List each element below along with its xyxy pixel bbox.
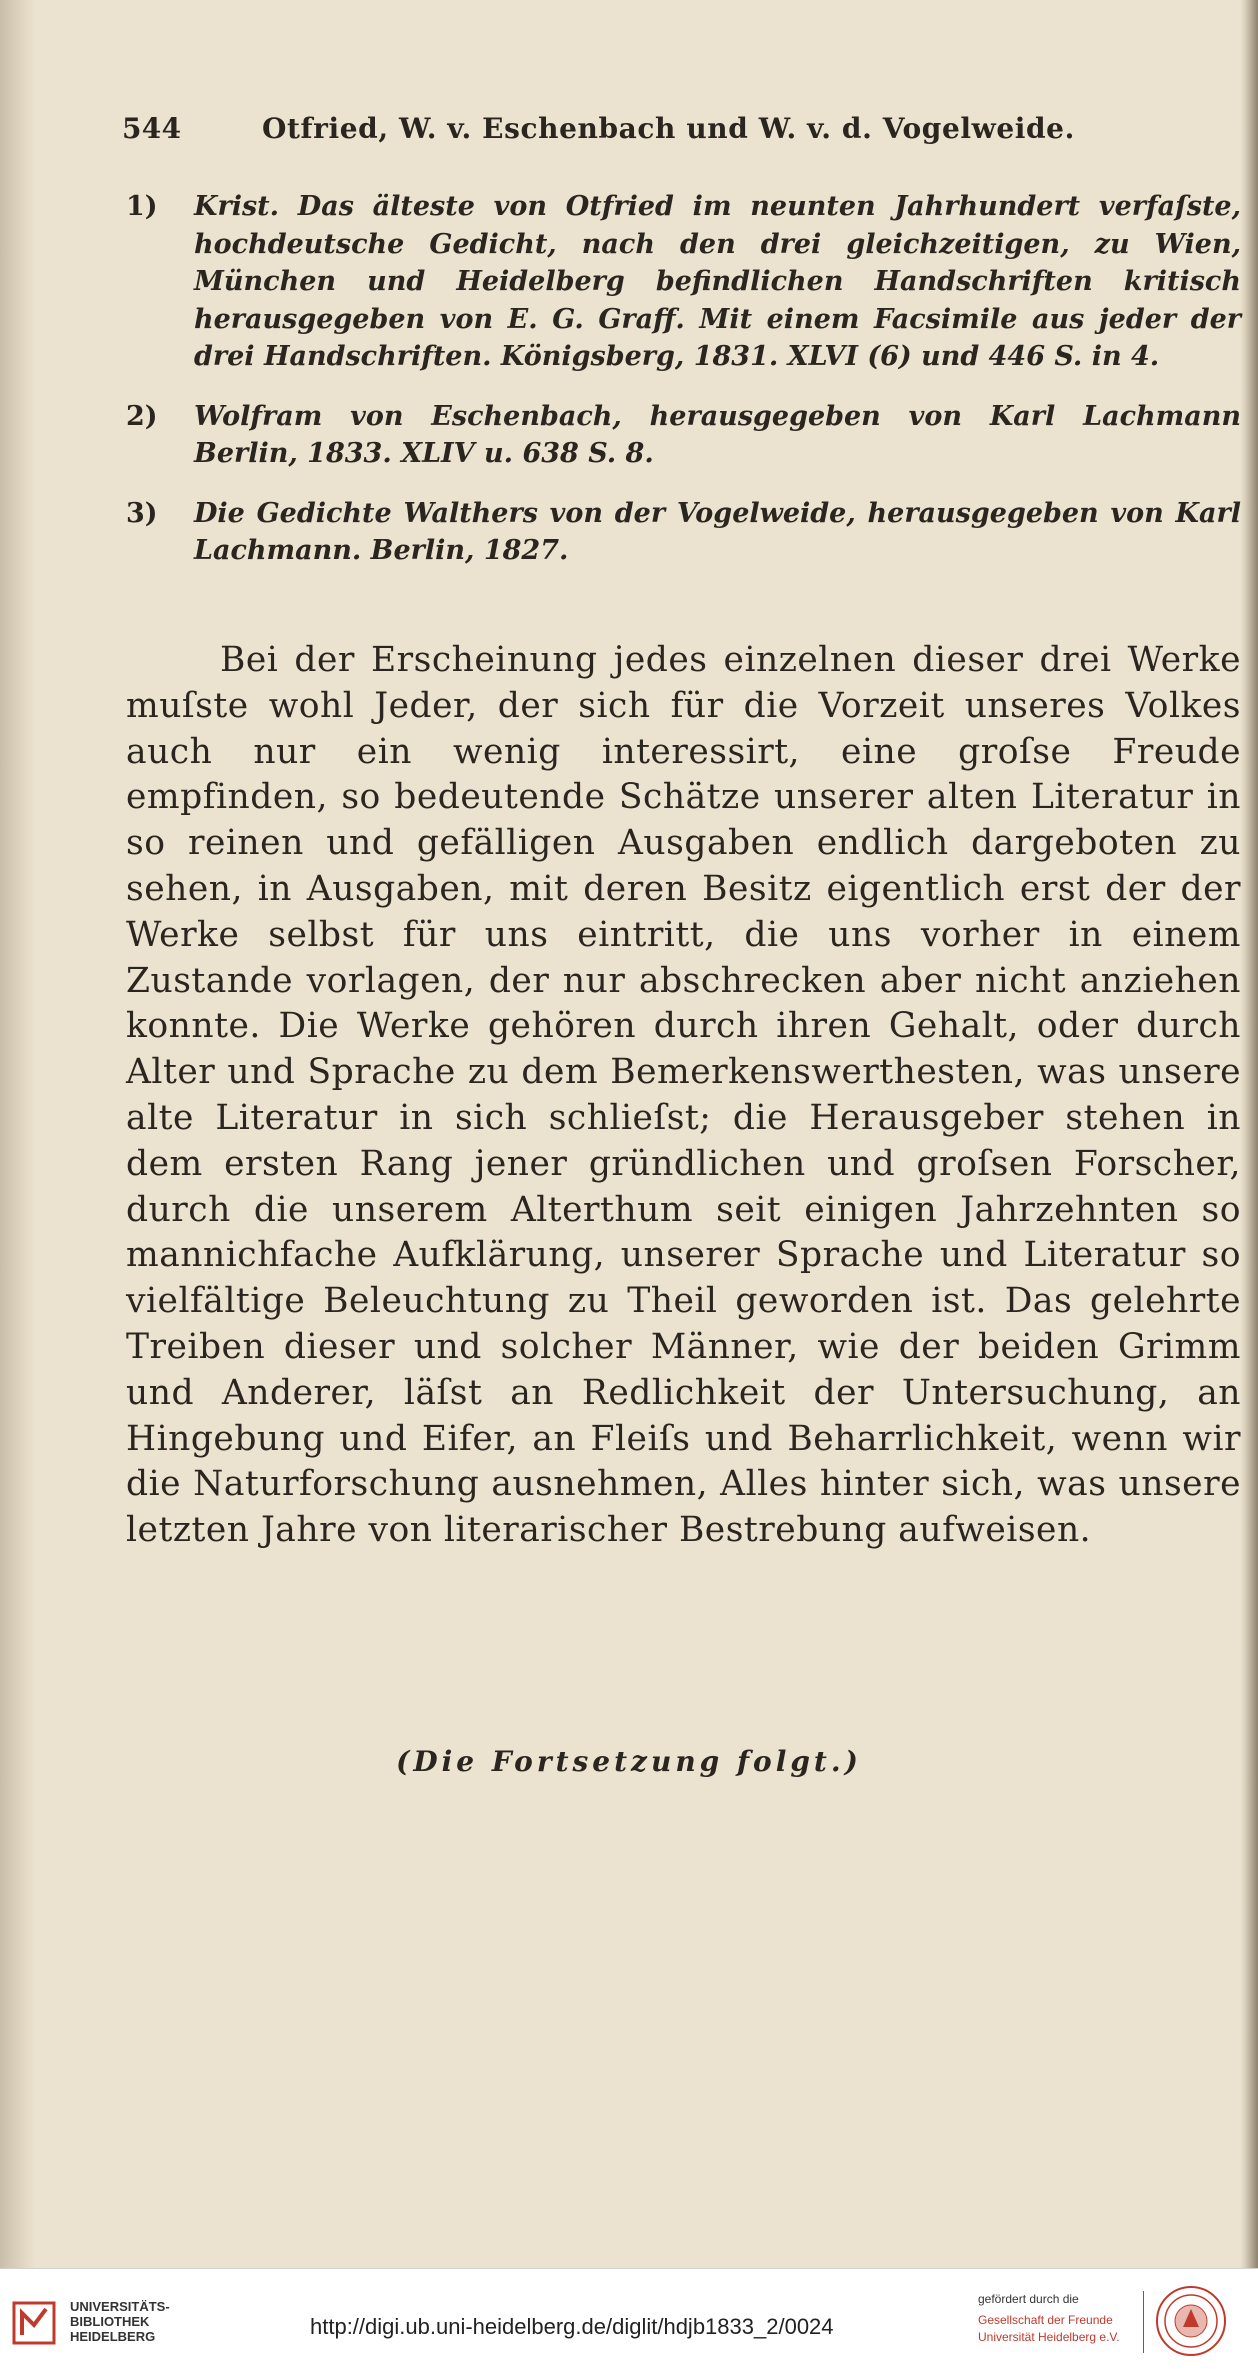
reference-number: 2)	[126, 400, 158, 432]
library-name-line: UNIVERSITÄTS-	[70, 2299, 170, 2314]
reference-list	[126, 188, 1241, 592]
page-header	[122, 112, 1122, 162]
reference-number: 1)	[126, 191, 158, 222]
page-gutter-shadow	[0, 0, 36, 2268]
library-logo-icon	[10, 2297, 62, 2349]
page-number: 544	[122, 112, 182, 145]
reference-item	[126, 188, 1241, 376]
permalink-url[interactable]: http://digi.ub.uni-heidelberg.de/diglit/hdjb1833_2/0024	[310, 2314, 834, 2339]
reference-number: 3)	[126, 497, 158, 529]
university-seal-icon	[1153, 2283, 1229, 2359]
running-title: Otfried, W. v. Eschenbach und W. v. d. Vogelweide.	[262, 112, 1075, 145]
sponsor-intro: gefördert durch die	[978, 2292, 1079, 2306]
continuation-note: (Die Fortsetzung folgt.)	[396, 1745, 862, 1778]
reference-text: Die Gedichte Walthers von der Vogelweide, herausgegeben von Karl Lachmann. Berlin, 1827.	[194, 497, 1241, 566]
sponsor-credit	[978, 2291, 1138, 2346]
reference-item	[126, 398, 1241, 473]
library-name-line: BIBLIOTHEK	[70, 2314, 150, 2329]
reference-text: Krist. Das älteste von Otfried im neunten Jahrhundert verfaſste, hochdeutsche Gedicht, nach den drei gleichzeitigen, zu Wien, München und Heidelberg befindlichen Handschriften kritisch herausgegeben von E. G. Graff. Mit einem Facsimile aus jeder der drei Handschriften. Königsberg, 1831. XLVI (6) und 446 S. in 4.	[194, 191, 1241, 372]
reference-item	[126, 495, 1241, 570]
page-edge-shadow	[1240, 0, 1258, 2268]
sponsor-name-line: Gesellschaft der Freunde	[978, 2313, 1113, 2327]
digitization-footer	[0, 2268, 1258, 2369]
reference-text: Wolfram von Eschenbach, herausgegeben von Karl Lachmann Berlin, 1833. XLIV u. 638 S. 8.	[194, 400, 1241, 469]
library-name	[70, 2299, 190, 2344]
sponsor-name-line: Universität Heidelberg e.V.	[978, 2330, 1120, 2344]
body-paragraph: Bei der Erscheinung jedes einzelnen dieser drei Werke muſste wohl Jeder, der sich für die Vorzeit unseres Volkes auch nur ein wenig interessirt, eine groſse Freude empfinden, so bedeutende Schätze unserer alten Literatur in so reinen und gefälligen Ausgaben endlich dargeboten zu sehen, in Ausgaben, mit deren Besitz eigentlich erst der der Werke selbst für uns eintritt, die uns vorher in einem Zustande vorlagen, der nur abschrecken aber nicht anziehen konnte. Die Werke gehören durch ihren Gehalt, oder durch Alter und Sprache zu dem Bemerkenswerthesten, was unsere alte Literatur in sich schlieſst; die Herausgeber stehen in dem ersten Rang jener gründlichen und groſsen Forscher, durch die unserem Alterthum seit einigen Jahrzehnten so mannichfache Aufklärung, unserer Sprache und Literatur so vielfältige Beleuchtung zu Theil geworden ist. Das gelehrte Treiben dieser und solcher Männer, wie der beiden Grimm und Anderer, läſst an Redlichkeit der Untersuchung, an Hingebung und Eifer, an Fleiſs und Beharrlichkeit, wenn wir die Naturforschung ausnehmen, Alles hinter sich, was unsere letzten Jahre von literarischer Bestrebung aufweisen.	[126, 640, 1241, 1551]
library-name-line: HEIDELBERG	[70, 2329, 156, 2344]
sponsor-divider	[1143, 2291, 1144, 2353]
